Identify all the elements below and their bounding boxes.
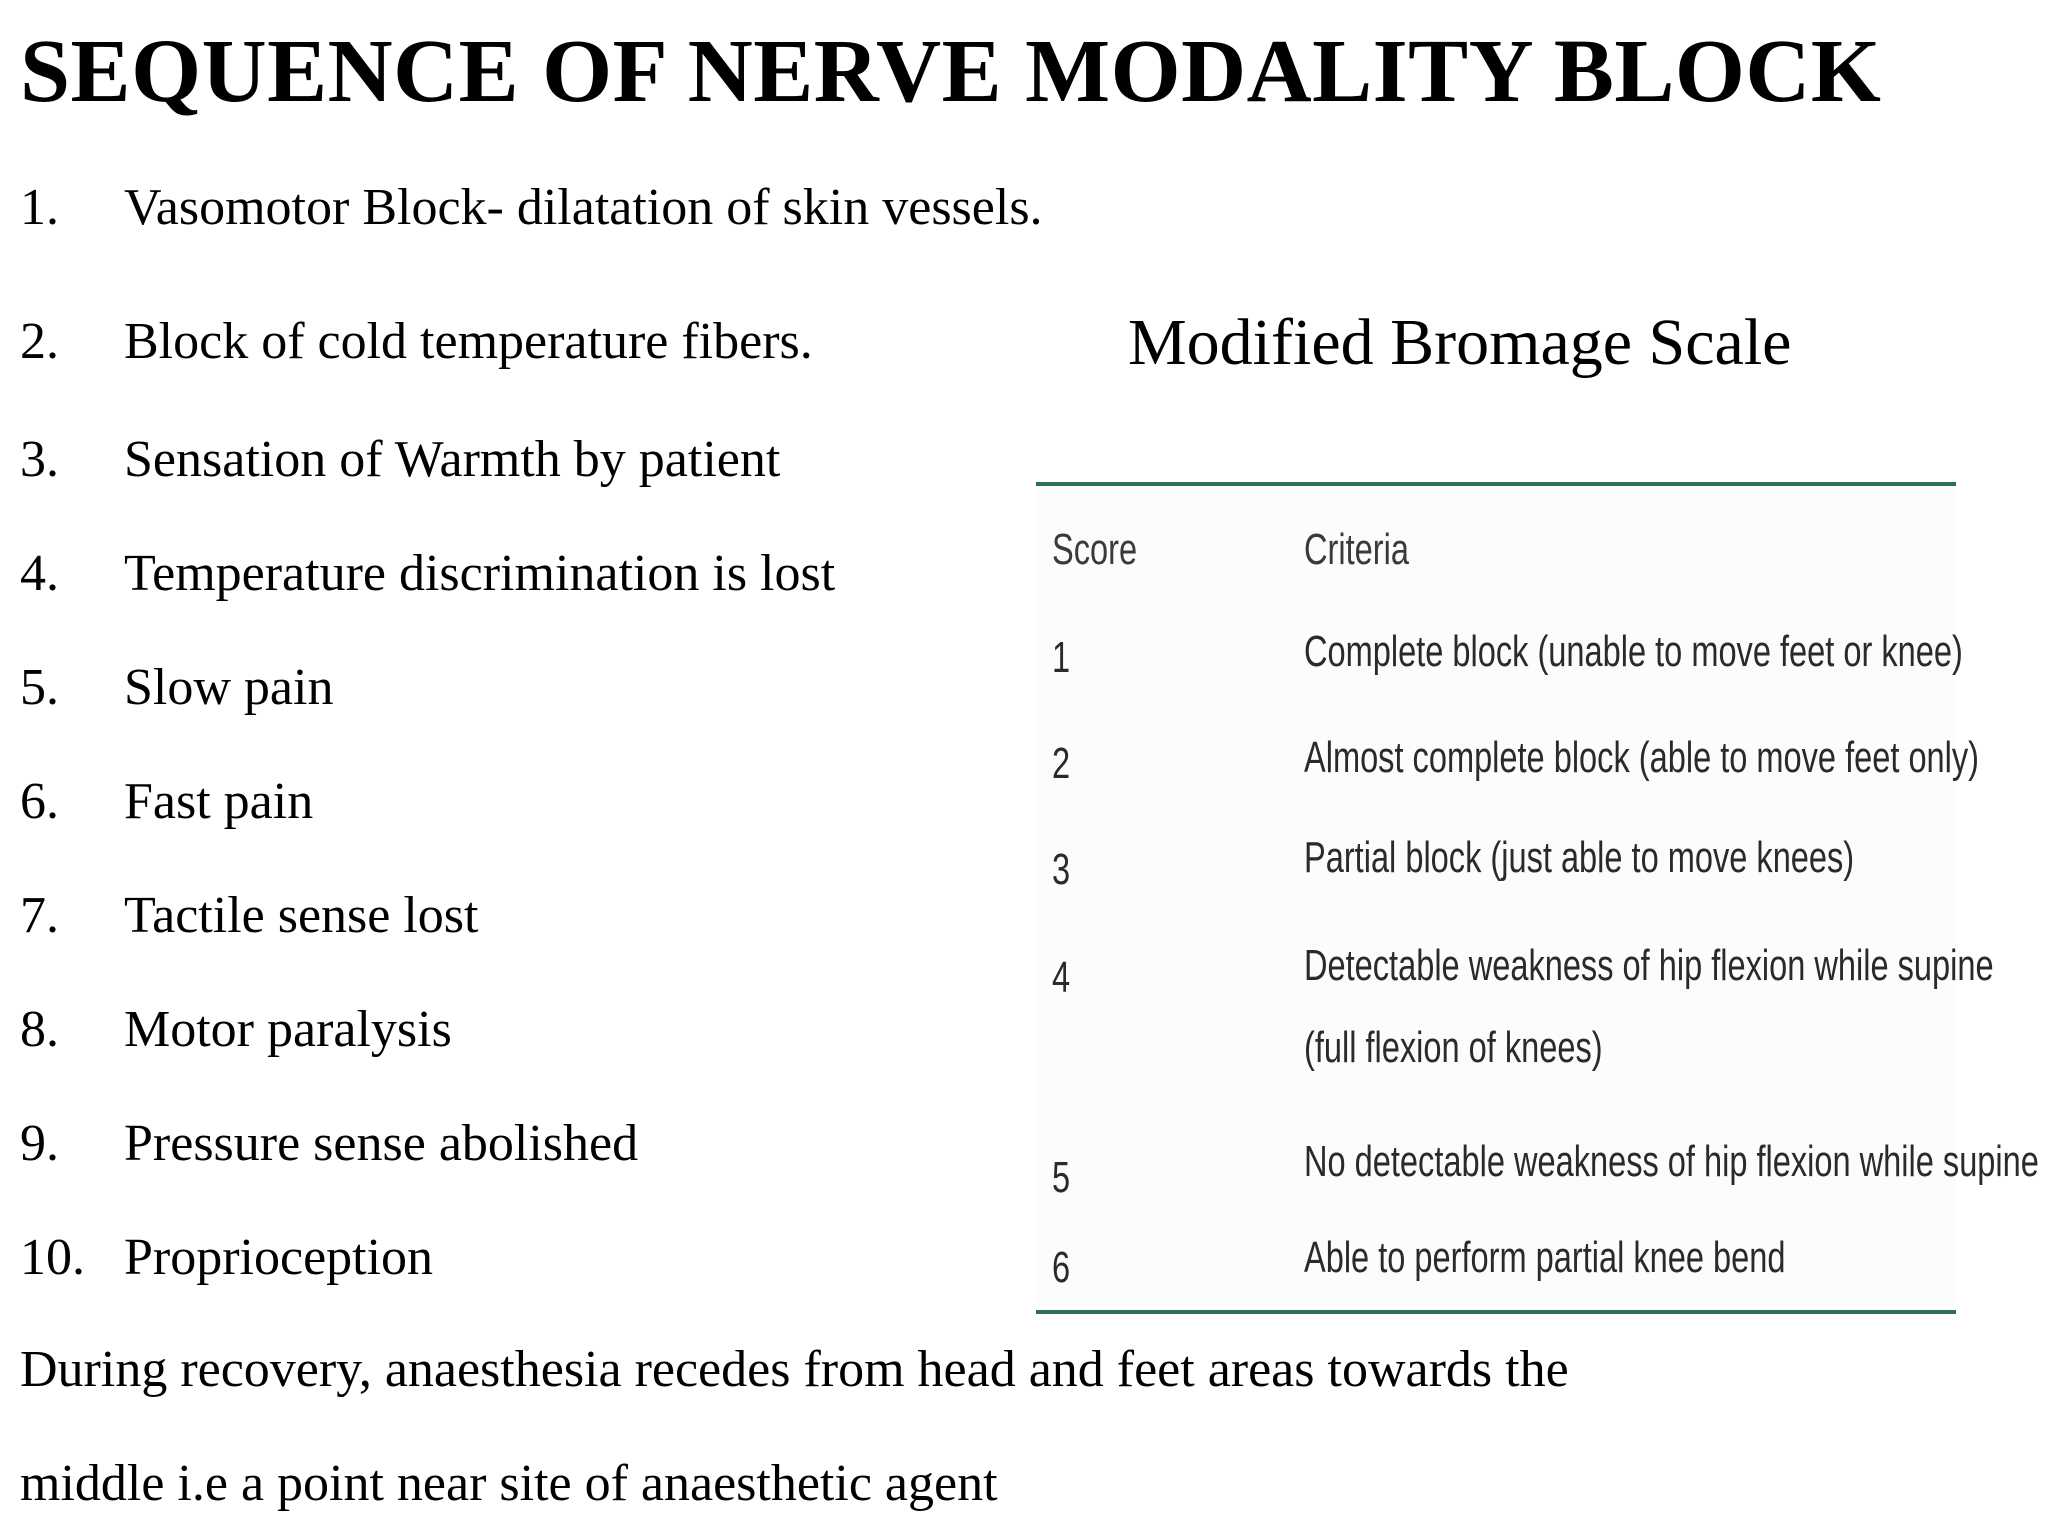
table-cell-criteria-continued: (full flexion of knees) <box>1304 1023 1603 1072</box>
table-cell-score: 1 <box>1052 633 1071 682</box>
list-item-number: 8. <box>20 1001 59 1058</box>
column-header-criteria: Criteria <box>1304 525 1409 574</box>
footer-text-line-2: middle i.e a point near site of anaesthetic agent <box>20 1455 998 1512</box>
bromage-scale-table <box>1036 482 2039 1314</box>
page-title: SEQUENCE OF NERVE MODALITY BLOCK <box>20 22 1882 121</box>
table-cell-score: 3 <box>1052 845 1071 894</box>
table-cell-criteria: Detectable weakness of hip flexion while supine <box>1304 941 1994 990</box>
scale-heading: Modified Bromage Scale <box>1128 306 1792 379</box>
list-item-number: 5. <box>20 659 59 716</box>
list-item-number: 4. <box>20 545 59 602</box>
table-cell-score: 4 <box>1052 953 1071 1002</box>
table-cell-criteria: No detectable weakness of hip flexion while supine <box>1304 1137 2039 1186</box>
list-item-text: Vasomotor Block- dilatation of skin vessels. <box>124 179 1043 236</box>
list-item-text: Slow pain <box>124 659 334 716</box>
list-item-number: 1. <box>20 179 59 236</box>
table-cell-criteria: Able to perform partial knee bend <box>1304 1233 1786 1282</box>
list-item-text: Tactile sense lost <box>124 887 479 944</box>
list-item-text: Temperature discrimination is lost <box>124 545 836 602</box>
list-item-number: 6. <box>20 773 59 830</box>
list-item-text: Sensation of Warmth by patient <box>124 431 781 488</box>
table-cell-score: 6 <box>1052 1243 1071 1292</box>
table-cell-criteria: Partial block (just able to move knees) <box>1304 833 1855 882</box>
list-item-text: Proprioception <box>124 1229 434 1286</box>
list-item-number: 7. <box>20 887 59 944</box>
table-cell-criteria: Complete block (unable to move feet or knee) <box>1304 627 1963 676</box>
footer-text-line-1: During recovery, anaesthesia recedes from head and feet areas towards the <box>20 1341 1569 1398</box>
table-bottom-rule <box>1036 1310 1956 1314</box>
list-item-number: 9. <box>20 1115 59 1172</box>
list-item-number: 3. <box>20 431 59 488</box>
table-top-rule <box>1036 482 1956 486</box>
column-header-score: Score <box>1052 525 1138 574</box>
list-item-number: 10. <box>20 1229 85 1286</box>
list-item-text: Fast pain <box>124 773 314 830</box>
list-item-number: 2. <box>20 313 59 370</box>
list-item-text: Block of cold temperature fibers. <box>124 313 813 370</box>
list-item-text: Motor paralysis <box>124 1001 452 1058</box>
list-item-text: Pressure sense abolished <box>124 1115 639 1172</box>
table-cell-score: 5 <box>1052 1153 1071 1202</box>
table-cell-criteria: Almost complete block (able to move feet only) <box>1304 733 1980 782</box>
table-cell-score: 2 <box>1052 739 1071 788</box>
